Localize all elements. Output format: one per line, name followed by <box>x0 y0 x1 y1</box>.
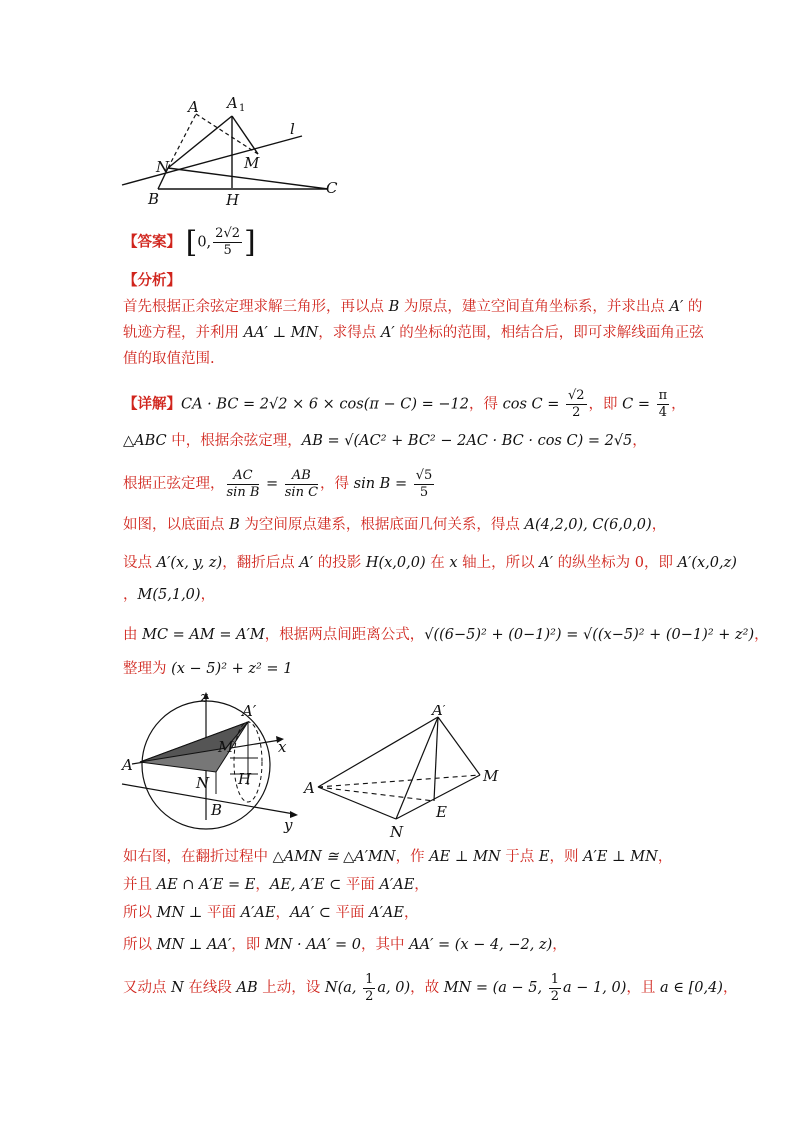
detail-line-1: 【详解】CA · BC = 2√2 × 6 × cos(π − C) = −12，得 cos C = $\frac{√2}{2}$ ，即 C = $\frac{\pi}{4}$ ， <box>123 388 686 420</box>
analysis-line-3: 值的取值范围. <box>123 351 215 367</box>
analysis-line-2: 轨迹方程，并利用 AA′ ⊥ MN，求得点 A′ 的坐标的范围，相结合后，即可求解线面角正弦 <box>123 325 704 341</box>
label-M: M <box>218 738 234 756</box>
label-M: M <box>483 767 499 785</box>
label-A: A <box>188 98 199 116</box>
segment-N-A1 <box>168 116 232 168</box>
label-C: C <box>326 179 338 197</box>
label-H: H <box>238 770 252 788</box>
label-N: N <box>390 823 404 841</box>
label-y: y <box>284 816 293 834</box>
detail-tag: 【详解】 <box>123 395 181 413</box>
edge-A'-N <box>396 717 438 819</box>
analysis-tag: 【分析】 <box>123 272 181 289</box>
label-l: l <box>290 120 295 138</box>
label-N: N <box>156 158 170 176</box>
detail-line-8: 整理为 (x − 5)² + z² = 1 <box>123 661 293 677</box>
edge-A-A' <box>318 717 438 787</box>
tail-line-3: 所以 MN ⊥ 平面 A′AE，AA′ ⊂ 平面 A′AE， <box>123 905 419 921</box>
triangle-figure-top <box>110 92 350 212</box>
segment-A1-M <box>232 116 258 154</box>
tail-line-5: 又动点 N 在线段 AB 上动，设 N(a, $\frac{1}{2}$ a, 0)，故 MN = (a − 5, $\frac{1}{2}$ a − 1, 0)，且 a ∈ [0,4)， <box>123 971 738 1004</box>
detail-line-5: 设点 A′(x, y, z)，翻折后点 A′ 的投影 H(x,0,0) 在 x 轴上，所以 A′ 的纵坐标为 0，即 A′(x,0,z) <box>123 555 737 571</box>
dashed-N-A <box>168 114 196 168</box>
tail-line-4: 所以 MN ⊥ AA′，即 MN · AA′ = 0，其中 AA′ = (x − 4, −2, z)， <box>123 937 567 953</box>
label-H: H <box>226 191 240 209</box>
detail-line-3: 根据正弦定理， $\frac{AC}{\text{sin B}}$ = $\frac{AB}{\text{sin C}}$ ，得 sin B = $\frac{√5}{5}$ <box>123 467 433 500</box>
label-z: z <box>200 690 208 706</box>
answer-bracket-close: ] <box>244 224 256 260</box>
detail-line-6: ，M(5,1,0)， <box>123 587 216 603</box>
label-A-prime: A′ <box>242 702 257 720</box>
detail-line-2: △ABC 中，根据余弦定理，AB = √(AC² + BC² − 2AC · BC · cos C) = 2√5， <box>123 433 647 449</box>
dashed-A-M <box>318 775 480 787</box>
analysis-line-1: 首先根据正余弦定理求解三角形，再以点 B 为原点，建立空间直角坐标系，并求出点 A′ 的 <box>123 299 703 315</box>
label-x: x <box>278 738 287 756</box>
tail-line-1: 如右图，在翻折过程中 △AMN ≅ △A′MN，作 AE ⊥ MN 于点 E，则 A′E ⊥ MN， <box>123 849 673 865</box>
answer-fraction <box>213 226 242 259</box>
answer-bracket-open: [ <box>185 224 198 260</box>
answer-den: 5 <box>223 243 232 258</box>
answer-num: 2√2 <box>215 226 240 241</box>
label-E: E <box>436 803 447 821</box>
tail-line-2: 并且 AE ∩ A′E = E，AE, A′E ⊂ 平面 A′AE， <box>123 877 429 893</box>
label-B: B <box>148 190 160 208</box>
label-B: B <box>211 801 223 819</box>
label-A: A <box>122 756 133 774</box>
label-A: A <box>304 779 315 797</box>
label-M: M <box>244 154 260 172</box>
detail-line-7: 由 MC = AM = A′M，根据两点间距离公式，√((6−5)² + (0−1)²) = √((x−5)² + (0−1)² + z²)， <box>123 627 769 643</box>
label-A1: A <box>227 94 238 112</box>
line-l <box>122 136 302 185</box>
label-A-prime: A′ <box>432 705 447 719</box>
answer-tag: 【答案】 <box>123 233 181 251</box>
edge-A'-E <box>434 717 438 801</box>
answer-line <box>123 226 256 259</box>
detail-line-4: 如图，以底面点 B 为空间原点建系，根据底面几何关系，得点 A(4,2,0), C(6,0,0)， <box>123 517 667 533</box>
sphere-coordinate-figure <box>118 690 318 840</box>
tetrahedron-figure <box>300 705 510 845</box>
answer-zero: 0, <box>197 234 212 251</box>
label-N: N <box>196 774 210 792</box>
edge-A'-M <box>438 717 480 775</box>
label-A1-sub: 1 <box>239 103 246 114</box>
